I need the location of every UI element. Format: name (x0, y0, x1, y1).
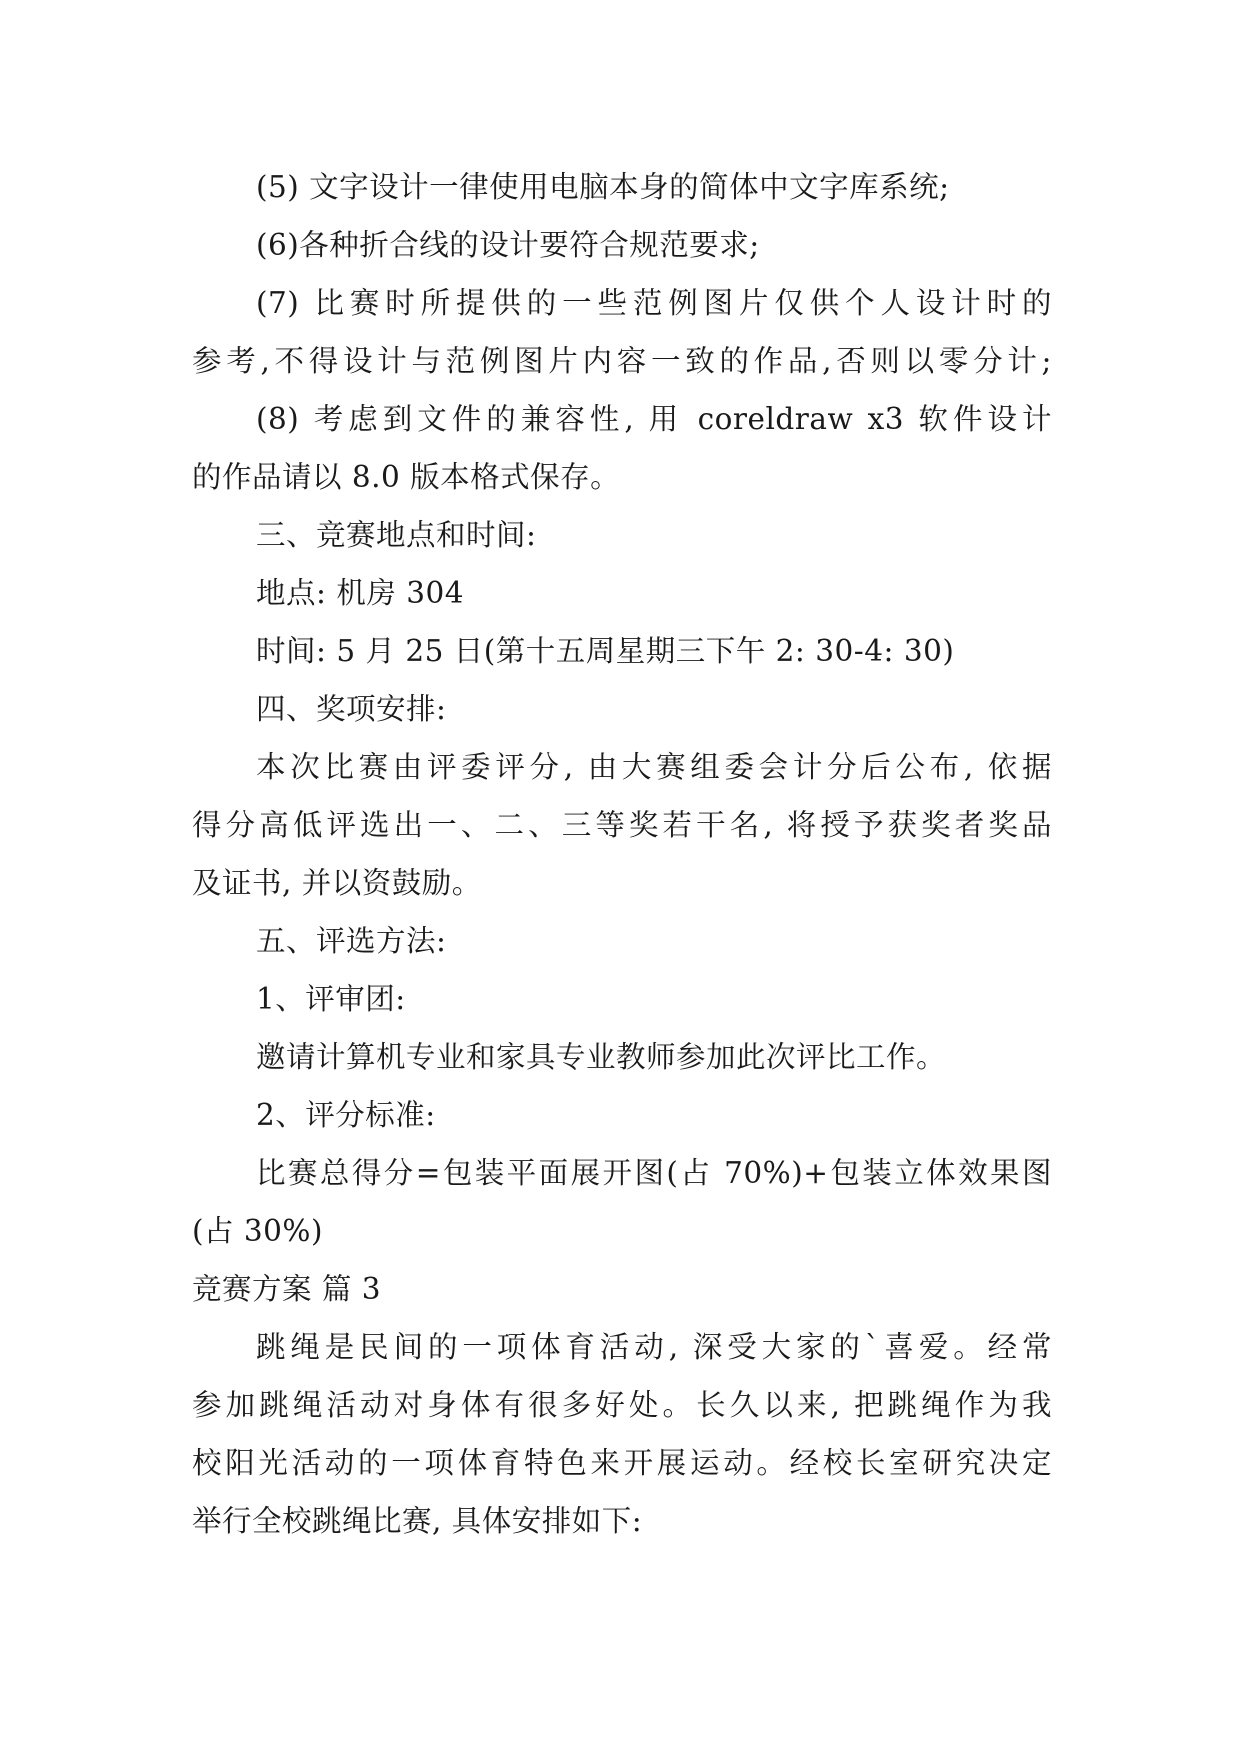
intro-paragraph-line-1: 跳绳是民间的一项体育活动, 深受大家的`喜爱。经常 (256, 1330, 1052, 1364)
awards-paragraph-line-3: 及证书, 并以资鼓励。 (192, 866, 482, 900)
item-7-text-line-2: 参考,不得设计与范例图片内容一致的作品,否则以零分计; (192, 344, 1052, 378)
item-6-text: (6)各种折合线的设计要符合规范要求; (256, 228, 760, 262)
plan-title: 竞赛方案 篇 3 (192, 1272, 382, 1306)
section-heading-location-time: 三、竞赛地点和时间: (256, 518, 537, 552)
item-8-text-line-1: (8) 考虑到文件的兼容性, 用 coreldraw x3 软件设计 (256, 402, 1052, 436)
item-7-text-line-1: (7) 比赛时所提供的一些范例图片仅供个人设计时的 (256, 286, 1052, 320)
item-5-text: (5) 文字设计一律使用电脑本身的简体中文字库系统; (256, 170, 950, 204)
scoring-text-line-1: 比赛总得分=包装平面展开图(占 70%)+包装立体效果图 (256, 1156, 1052, 1190)
section-heading-awards: 四、奖项安排: (256, 692, 447, 726)
time-text: 时间: 5 月 25 日(第十五周星期三下午 2: 30-4: 30) (256, 634, 955, 668)
awards-paragraph-line-2: 得分高低评选出一、二、三等奖若干名, 将授予获奖者奖品 (192, 808, 1052, 842)
location-text: 地点: 机房 304 (256, 576, 464, 610)
jury-text: 邀请计算机专业和家具专业教师参加此次评比工作。 (256, 1040, 947, 1074)
awards-paragraph-line-1: 本次比赛由评委评分, 由大赛组委会计分后公布, 依据 (256, 750, 1052, 784)
intro-paragraph-line-4: 举行全校跳绳比赛, 具体安排如下: (192, 1504, 643, 1538)
subheading-scoring: 2、评分标准: (256, 1098, 436, 1132)
section-heading-evaluation: 五、评选方法: (256, 924, 447, 958)
intro-paragraph-line-2: 参加跳绳活动对身体有很多好处。长久以来, 把跳绳作为我 (192, 1388, 1052, 1422)
scoring-text-line-2: (占 30%) (192, 1214, 323, 1248)
item-8-text-line-2: 的作品请以 8.0 版本格式保存。 (192, 460, 621, 494)
intro-paragraph-line-3: 校阳光活动的一项体育特色来开展运动。经校长室研究决定 (192, 1446, 1052, 1480)
subheading-jury: 1、评审团: (256, 982, 406, 1016)
